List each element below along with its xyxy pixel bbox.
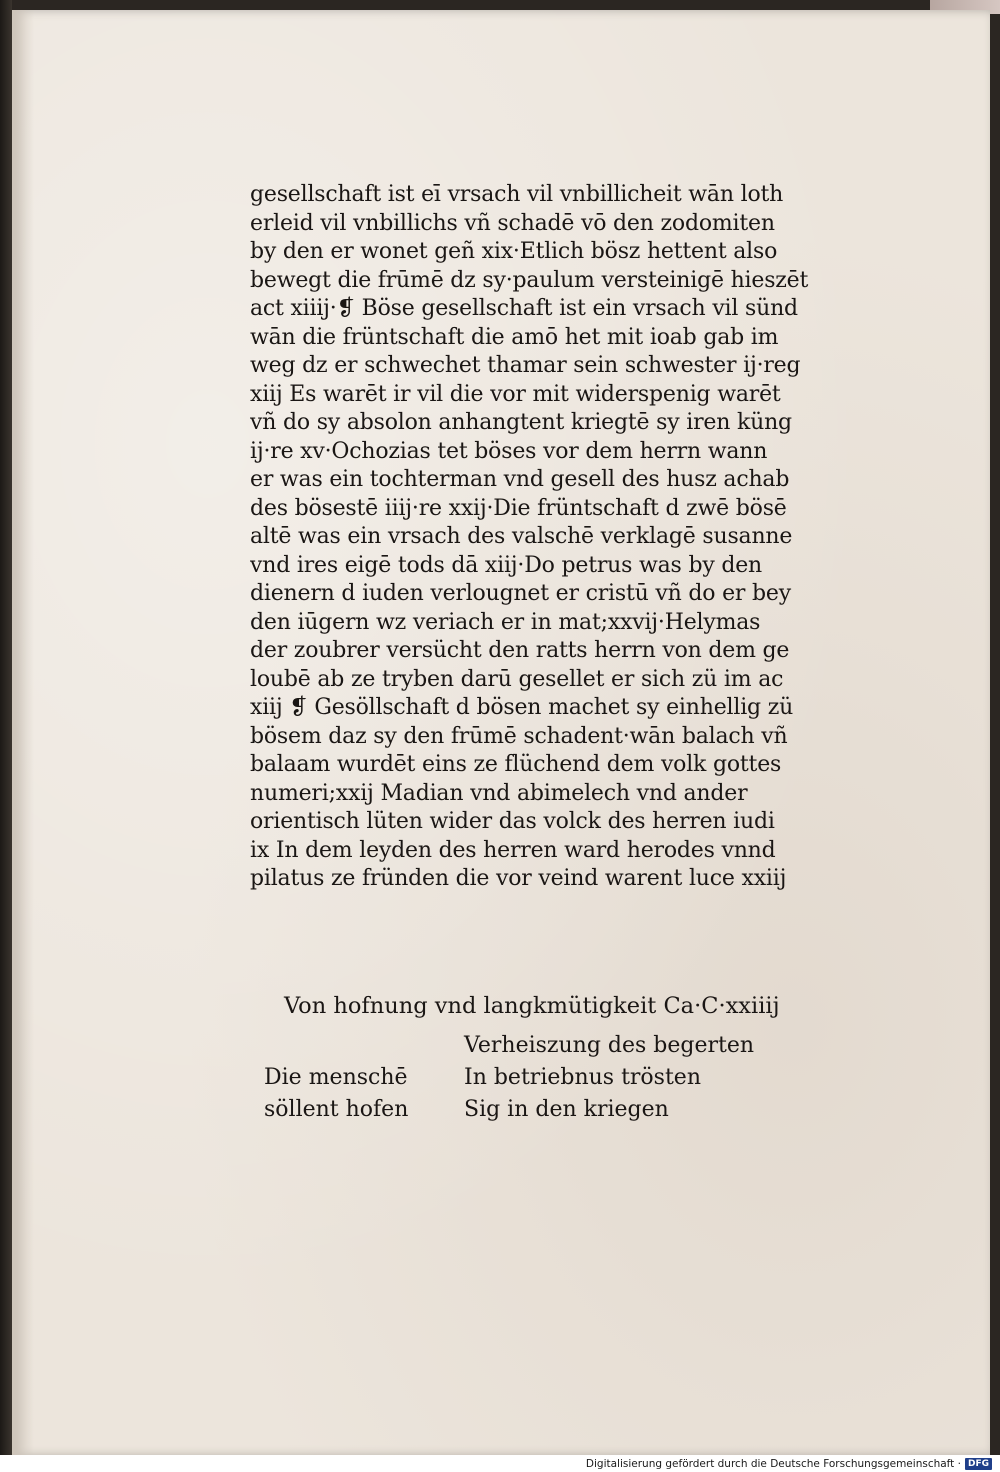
text-line: ix In dem leyden des herren ward herodes vnnd — [250, 837, 776, 863]
text-line: pilatus ze fründen die vor veind warent luce xxiij — [250, 866, 787, 891]
text-line: er was ein tochterman vnd gesell des husz achab — [250, 467, 790, 492]
text-line: bösem daz sy den frūmē schadent·wān balach vñ — [250, 723, 788, 749]
outline-right-label: In betriebnus trösten — [464, 1065, 701, 1090]
text-line: wān die früntschaft die amō het mit ioab gab im — [250, 324, 779, 350]
text-line: numeri;xxij Madian vnd abimelech vnd ander — [250, 780, 748, 806]
text-line: ij·re xv·Ochozias tet böses vor dem herrn wann — [250, 438, 768, 464]
outline-row — [264, 1030, 824, 1062]
text-line: balaam wurdēt eins ze flüchend dem volk gottes — [250, 752, 782, 777]
text-line: der zoubrer versücht den ratts herrn von dem ge — [250, 638, 790, 663]
text-line: loubē ab ze tryben darū gesellet er sich zü im ac — [250, 666, 784, 692]
book-edge-left — [0, 0, 12, 1455]
chapter-title: Von hofnung vnd langkmütigkeit Ca·C·xxiiij — [284, 993, 780, 1019]
text-line: xiij ❡ Gesöllschaft d bösen machet sy einhellig zü — [250, 695, 794, 720]
outline-right-label: Sig in den kriegen — [464, 1097, 669, 1122]
text-line: erleid vil vnbillichs vñ schadē vō den zodomiten — [250, 210, 775, 236]
funding-footer — [0, 1455, 1000, 1472]
text-line: act xiiij·❡ Böse gesellschaft ist ein vrsach vil sünd — [250, 296, 798, 321]
text-line: xiij Es warēt ir vil die vor mit widerspenig warēt — [250, 381, 781, 407]
outline-left-label: Die menschē — [264, 1065, 408, 1090]
outline-row — [264, 1062, 824, 1094]
text-line: by den er wonet geñ xix·Etlich bösz hettent also — [250, 239, 778, 264]
page-gutter — [12, 10, 34, 1456]
main-text-block — [250, 181, 840, 894]
outline-left-label — [264, 1030, 464, 1062]
outline-row — [264, 1094, 824, 1126]
outline-left-label: söllent hofen — [264, 1097, 409, 1122]
text-line: vñ do sy absolon anhangtent kriegtē sy iren küng — [250, 410, 792, 435]
dfg-logo: DFG — [965, 1458, 992, 1470]
text-line: weg dz er schwechet thamar sein schwester ij·reg — [250, 353, 801, 378]
chapter-outline — [264, 1030, 824, 1126]
text-line: bewegt die frūmē dz sy·paulum versteinigē hieszēt — [250, 267, 809, 293]
outline-right-label: Verheiszung des begerten — [464, 1033, 755, 1058]
funding-text: Digitalisierung gefördert durch die Deutsche Forschungsgemeinschaft · — [585, 1457, 961, 1470]
text-line: gesellschaft ist eī vrsach vil vnbillicheit wān loth — [250, 182, 784, 207]
text-line: vnd ires eigē tods dā xiij·Do petrus was by den — [250, 552, 763, 578]
text-line: den iūgern wz veriach er in mat;xxvij·Helymas — [250, 609, 761, 635]
text-line: orientisch lüten wider das volck des herren iudi — [250, 809, 775, 834]
text-line: dienern d iuden verlougnet er cristū vñ do er bey — [250, 581, 791, 606]
text-line: altē was ein vrsach des valschē verklagē susanne — [250, 524, 793, 549]
text-line: des bösestē iiij·re xxij·Die früntschaft d zwē bösē — [250, 495, 787, 521]
